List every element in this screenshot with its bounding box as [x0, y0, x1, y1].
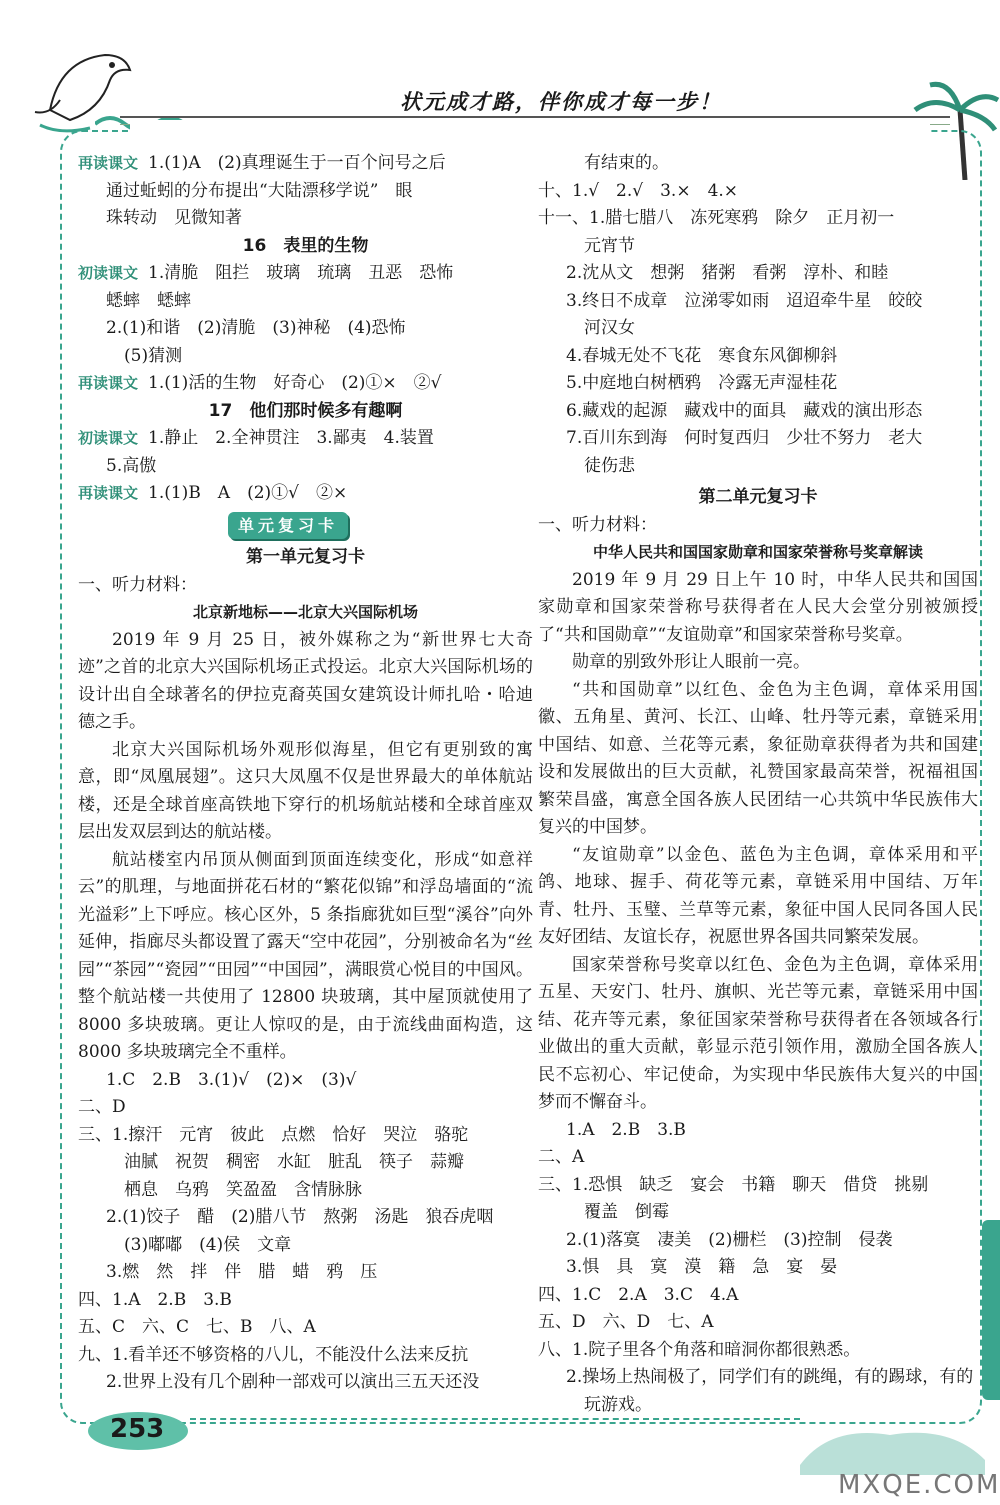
unit1-answers-continued: [538, 150, 978, 480]
unit1-answers: [78, 1067, 533, 1397]
article-paragraph: “友谊勋章”以金色、蓝色为主色调，章体采用和平鸽、地球、握手、荷花等元素，章链采用中国结、万年青、牡丹、玉璧、兰草等元素，象征中国人民同各国人民友好团结、友谊长存，祝愿世界各国共同繁荣发展。: [538, 844, 978, 947]
answer-line: 初读课文 1.清脆 阻拦 玻璃 琉璃 丑恶 恐怖: [78, 263, 454, 283]
answer-line: 八、1.院子里各个角落和暗洞你都很熟悉。: [538, 1339, 861, 1360]
section-tag: 再读课文: [78, 374, 139, 392]
answer-line: 7.百川东到海 何时复西归 少壮不努力 老大: [566, 428, 923, 448]
answer-line: 二、A: [538, 1147, 585, 1167]
answer-line: 珠转动 见微知著: [106, 208, 242, 228]
article-paragraph: 国家荣誉称号奖章以红色、金色为主色调，章体采用五星、天安门、牡丹、旗帜、光芒等元素，章链采用中国结、花卉等元素，象征国家荣誉称号获得者在各领域各行业做出的重大贡献，彰显示范引领作用，激励全国各族人民不忘初心、牢记使命，为实现中华民族伟大复兴的中国梦而不懈奋斗。: [538, 954, 978, 1112]
answer-line: 再读课文 1.(1)活的生物 好奇心 (2)①× ②√: [78, 373, 442, 393]
article-paragraph: 航站楼室内吊顶从侧面到顶面连续变化，形成“如意祥云”的肌理，与地面拼花石材的“繁花似锦”和浮岛墙面的“流光溢彩”上下呼应。核心区外，5 条指廊犹如巨型“溪谷”向外延伸，指廊尽头都设置了露天“空中花园”，分别被命名为“丝园”“茶园”“瓷园”“田园”“中国园”，满眼赏心悦目的中国风。整个航站楼一共使用了 12800 块玻璃，其中屋顶就使用了 8000 多块玻璃。更让人惊叹的是，由于流线曲面构造，这 8000 多块玻璃完全不重样。: [78, 849, 533, 1062]
article-paragraph: “共和国勋章”以红色、金色为主色调，章体采用国徽、五角星、黄河、长江、山峰、牡丹等元素，章链采用中国结、如意、兰花等元素，象征勋章获得者为共和国建设和发展做出的巨大贡献，礼赞国家最高荣誉，祝福祖国繁荣昌盛，寓意全国各族人民团结一心共筑中华民族伟大复兴的中国梦。: [538, 679, 978, 837]
article-paragraph: 勋章的别致外形让人眼前一亮。: [572, 652, 810, 672]
answer-line: 河汉女: [584, 318, 635, 338]
answer-line: 4.春城无处不飞花 寒食东风御柳斜: [566, 345, 838, 366]
answer-line: 元宵节: [584, 235, 635, 256]
answer-line: 1.C 2.B 3.(1)√ (2)× (3)√: [106, 1069, 357, 1090]
answer-line: 十一、1.腊七腊八 冻死寒鸦 除夕 正月初一: [538, 208, 895, 228]
answer-line: 3.终日不成章 泣涕零如雨 迢迢牵牛星 皎皎: [566, 290, 923, 311]
right-column: [538, 150, 978, 1419]
answer-line: 三、1.擦汗 元宵 彼此 点燃 恰好 哭泣 骆驼: [78, 1124, 469, 1145]
section-tag: 初读课文: [78, 264, 139, 282]
article-title: 北京新地标——北京大兴国际机场: [192, 603, 418, 621]
answer-line: 2.操场上热闹极了，同学们有的跳绳，有的踢球，有的: [566, 1367, 974, 1387]
answer-line: 五、C 六、C 七、B 八、A: [78, 1317, 316, 1337]
answer-line: 通过蚯蚓的分布提出“大陆漂移学说” 眼: [106, 180, 413, 201]
answer-line: 三、1.恐惧 缺乏 宴会 书籍 聊天 借贷 挑剔: [538, 1174, 929, 1195]
answer-line: 徒伤悲: [584, 455, 635, 476]
answer-line: 油腻 祝贺 稠密 水缸 脏乱 筷子 蒜瓣: [124, 1152, 464, 1172]
section-tag: 再读课文: [78, 154, 139, 172]
answer-line: 2.沈从文 想粥 猪粥 看粥 淳朴、和睦: [566, 263, 889, 283]
answer-line: 二、D: [78, 1097, 126, 1117]
header-slogan: 状元成才路，伴你成才每一步！: [400, 89, 722, 114]
side-tab: [982, 1220, 1000, 1400]
answer-line: 2.(1)饺子 醋 (2)腊八节 熬粥 汤匙 狼吞虎咽: [106, 1207, 494, 1227]
review-card-badge: 单元复习卡: [228, 512, 348, 540]
answer-line: 5.高傲: [106, 455, 157, 476]
answer-line: 再读课文 1.(1)B A (2)①√ ②×: [78, 483, 348, 503]
unit-title: 第二单元复习卡: [698, 487, 818, 507]
answer-line: 1.A 2.B 3.B: [566, 1119, 686, 1140]
answer-line: 玩游戏。: [584, 1394, 652, 1415]
answer-line: 蟋蟀 蟋蟀: [106, 290, 191, 311]
answer-line: 九、1.看羊还不够资格的八儿，不能没什么法来反抗: [78, 1344, 469, 1365]
left-column: [78, 150, 533, 1397]
watermark-text: MXQE.COM: [838, 1470, 1000, 1500]
answer-line: 栖息 乌鸦 笑盈盈 含情脉脉: [124, 1179, 362, 1200]
lesson-title: 17 他们那时候多有趣啊: [208, 400, 403, 421]
answer-line: (3)嘟嘟 (4)侯 文章: [124, 1234, 292, 1255]
answer-line: 3.燃 然 拌 伴 腊 蜡 鸦 压: [106, 1262, 378, 1282]
listening-label: 一、听力材料：: [538, 514, 657, 535]
answer-line: 2.(1)落寞 凄美 (2)栅栏 (3)控制 侵袭: [566, 1229, 893, 1250]
frame-gap: [130, 120, 930, 140]
article-paragraph: 2019 年 9 月 29 日上午 10 时，中华人民共和国国家勋章和国家荣誉称号获得者在人民大会堂分别被颁授了“共和国勋章”“友谊勋章”和国家荣誉称号奖章。: [538, 569, 978, 645]
answer-line: 初读课文 1.静止 2.全神贯注 3.鄙夷 4.装置: [78, 428, 434, 448]
answer-line: (5)猜测: [124, 345, 183, 366]
article-paragraph: 北京大兴国际机场外观形似海星，但它有更别致的寓意，即“凤凰展翅”。这只大凤凰不仅是世界最大的单体航站楼，还是全球首座高铁地下穿行的机场航站楼和全球首座双层出发双层到达的航站楼。: [78, 739, 533, 842]
answer-line: 四、1.C 2.A 3.C 4.A: [538, 1284, 739, 1305]
listening-label: 一、听力材料：: [78, 574, 197, 595]
section-tag: 再读课文: [78, 484, 139, 502]
answer-line: 2.世界上没有几个剧种一部戏可以演出三五天还没: [106, 1372, 480, 1392]
answer-line: 十、1.√ 2.√ 3.× 4.×: [538, 180, 739, 201]
article-paragraph: 2019 年 9 月 25 日，被外媒称之为“新世界七大奇迹”之首的北京大兴国际机场正式投运。北京大兴国际机场的设计出自全球著名的伊拉克裔英国女建筑设计师扎哈・哈迪德之手。: [78, 629, 533, 732]
answer-line: 五、D 六、D 七、A: [538, 1312, 714, 1332]
answer-line: 2.(1)和谐 (2)清脆 (3)神秘 (4)恐怖: [106, 318, 406, 338]
page-number: 253: [110, 1414, 165, 1444]
unit-title: 第一单元复习卡: [246, 547, 365, 567]
section-tag: 初读课文: [78, 429, 139, 447]
answer-line: 四、1.A 2.B 3.B: [78, 1289, 232, 1310]
answer-line: 再读课文 1.(1)A (2)真理诞生于一百个问号之后: [78, 153, 446, 173]
unit2-answers: [538, 1117, 978, 1420]
answer-line: 3.惧 具 寞 漠 籍 急 宴 晏: [566, 1257, 838, 1277]
answer-line: 覆盖 倒霉: [584, 1202, 669, 1222]
lesson-title: 16 表里的生物: [242, 235, 369, 256]
article-title: 中华人民共和国国家勋章和国家荣誉称号奖章解读: [592, 543, 923, 561]
answer-line: 有结束的。: [584, 153, 669, 173]
answer-line: 6.藏戏的起源 藏戏中的面具 藏戏的演出形态: [566, 400, 923, 421]
answer-line: 5.中庭地白树栖鸦 冷露无声湿桂花: [566, 373, 838, 393]
